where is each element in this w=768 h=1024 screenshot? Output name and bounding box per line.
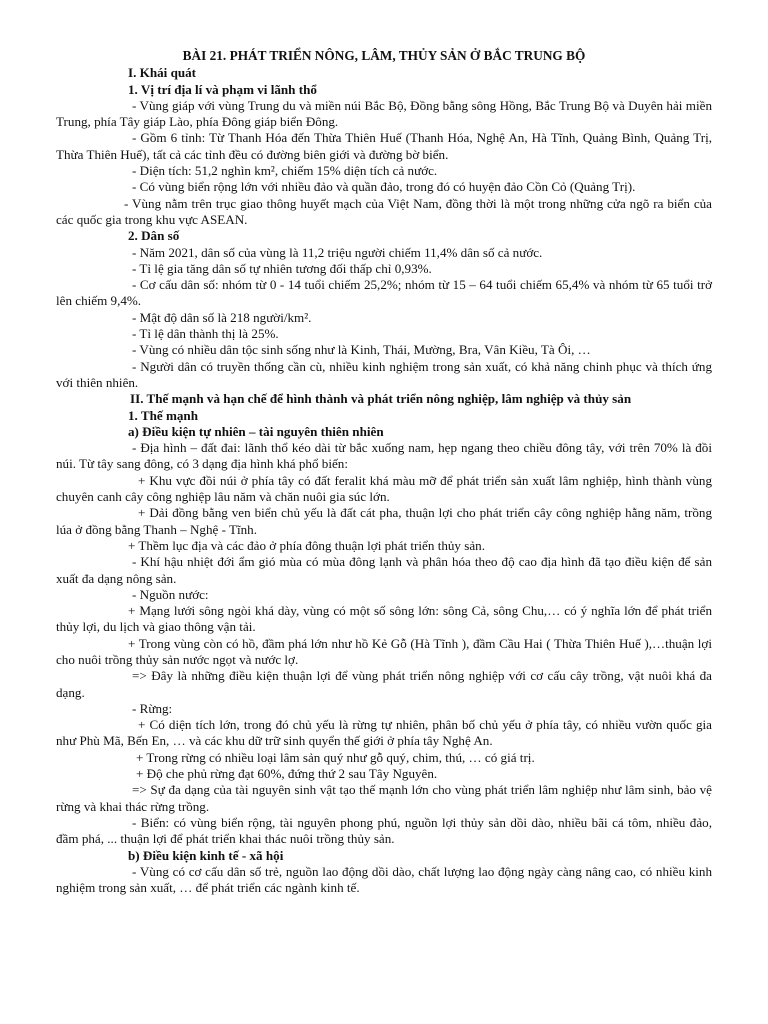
paragraph: + Thềm lục địa và các đảo ở phía đông thuận lợi phát triển thủy sản. bbox=[128, 537, 485, 553]
paragraph: - Biển: có vùng biển rộng, tài nguyên phong phú, nguồn lợi thủy sản dồi dào, nhiều bãi cá tôm, nhiều đảo, đầm phá, ... thuận lợi để phát triển khai thác nuôi trồng thủy sản. bbox=[56, 814, 712, 847]
paragraph: - Rừng: bbox=[132, 700, 173, 716]
paragraph: + Có diện tích lớn, trong đó chủ yếu là rừng tự nhiên, phân bố chủ yếu ở phía tây, có nhiều vườn quốc gia như Phù Mã, Bến En, … và các khu dữ trữ sinh quyển thế giới ở phía tây Nghệ An. bbox=[56, 717, 712, 749]
paragraph: - Khí hậu nhiệt đới ẩm gió mùa có mùa đông lạnh và phân hóa theo độ cao địa hình đã tạo điều kiện để sản xuất đa dạng nông sản. bbox=[56, 554, 712, 586]
paragraph: - Mật độ dân số là 218 người/km². bbox=[132, 309, 312, 325]
heading-the-manh-han-che: II. Thế mạnh và hạn chế để hình thành và phát triển nông nghiệp, lâm nghiệp và thủy sản bbox=[130, 391, 632, 407]
paragraph: - Có vùng biển rộng lớn với nhiều đảo và quần đảo, trong đó có huyện đảo Cồn Cỏ (Quảng Trị). bbox=[132, 179, 636, 195]
heading-dieu-kien-kinh-te-xa-hoi: b) Điều kiện kinh tế - xã hội bbox=[128, 847, 284, 863]
paragraph: - Vùng có nhiều dân tộc sinh sống như là Kinh, Thái, Mường, Bra, Vân Kiều, Tà Ôi, … bbox=[132, 342, 591, 358]
paragraph: + Độ che phủ rừng đạt 60%, đứng thứ 2 sau Tây Nguyên. bbox=[136, 766, 438, 782]
paragraph: + Khu vực đồi núi ở phía tây có đất feralit khá màu mỡ để phát triển sản xuất lâm nghiệp, hình thành vùng chuyên canh cây công nghiệp lâu năm và chăn nuôi gia súc lớn. bbox=[56, 472, 712, 505]
paragraph: - Vùng nằm trên trục giao thông huyết mạch của Việt Nam, đồng thời là một trong những cửa ngõ ra biển của các quốc gia trong khu vực ASEAN. bbox=[56, 195, 712, 227]
paragraph: - Nguồn nước: bbox=[132, 586, 209, 602]
heading-dieu-kien-tu-nhien: a) Điều kiện tự nhiên – tài nguyên thiên nhiên bbox=[128, 423, 384, 439]
paragraph: + Trong vùng còn có hồ, đầm phá lớn như hồ Kẻ Gỗ (Hà Tĩnh ), đầm Cầu Hai ( Thừa Thiên Huế ),…thuận lợi cho nuôi trồng thủy sản nước ngọt và nước lợ. bbox=[56, 635, 712, 667]
page-title: BÀI 21. PHÁT TRIỂN NÔNG, LÂM, THỦY SẢN Ở BẮC TRUNG BỘ bbox=[182, 48, 586, 63]
paragraph: + Dải đồng bằng ven biển chủ yếu là đất cát pha, thuận lợi cho phát triển cây công nghiệp hằng năm, trồng lúa ở đồng bằng Thanh – Nghệ - Tĩnh. bbox=[56, 505, 712, 537]
paragraph: => Sự đa dạng của tài nguyên sinh vật tạo thế mạnh lớn cho vùng phát triển lâm nghiệp như lâm sinh, bảo vệ rừng và khai thác rừng trồng. bbox=[56, 782, 712, 814]
paragraph: - Vùng có cơ cấu dân số trẻ, nguồn lao động dồi dào, chất lượng lao động ngày càng nâng cao, có nhiều kinh nghiệm trong sản xuất, … để phát triển các ngành kinh tế. bbox=[56, 863, 712, 896]
heading-the-manh: 1. Thế mạnh bbox=[128, 407, 198, 423]
paragraph: - Cơ cấu dân số: nhóm từ 0 - 14 tuổi chiếm 25,2%; nhóm từ 15 – 64 tuổi chiếm 65,4% và nhóm từ 65 tuổi trở lên chiếm 9,4%. bbox=[56, 277, 712, 309]
paragraph: - Tỉ lệ dân thành thị là 25%. bbox=[132, 326, 279, 342]
heading-vi-tri: 1. Vị trí địa lí và phạm vi lãnh thổ bbox=[128, 81, 317, 97]
paragraph: - Gồm 6 tỉnh: Từ Thanh Hóa đến Thừa Thiên Huế (Thanh Hóa, Nghệ An, Hà Tĩnh, Quảng Bình, Quảng Trị, Thừa Thiên Huế), tất cả các tỉnh đều có đường biên giới và đường bờ biển. bbox=[56, 130, 712, 162]
paragraph: => Đây là những điều kiện thuận lợi để vùng phát triển nông nghiệp với cơ cấu cây trồng, vật nuôi khá đa dạng. bbox=[56, 668, 712, 700]
paragraph: - Năm 2021, dân số của vùng là 11,2 triệu người chiếm 11,4% dân số cả nước. bbox=[132, 244, 543, 260]
paragraph: - Địa hình – đất đai: lãnh thổ kéo dài từ bắc xuống nam, hẹp ngang theo chiều đông tây, với trên 70% là đồi núi. Từ tây sang đông, có 3 dạng địa hình khá phổ biến: bbox=[56, 440, 712, 472]
paragraph: + Mạng lưới sông ngòi khá dày, vùng có một số sông lớn: sông Cả, sông Chu,… có ý nghĩa lớn để phát triển thủy lợi, du lịch và giao thông vận tải. bbox=[56, 603, 712, 635]
paragraph: - Vùng giáp với vùng Trung du và miền núi Bắc Bộ, Đồng bằng sông Hồng, Bắc Trung Bộ và Duyên hải miền Trung, phía Tây giáp Lào, phía Đông giáp biển Đông. bbox=[56, 97, 712, 130]
paragraph: + Trong rừng có nhiều loại lâm sản quý như gỗ quý, chim, thú, … có giá trị. bbox=[136, 749, 535, 765]
paragraph: - Diện tích: 51,2 nghìn km², chiếm 15% diện tích cả nước. bbox=[132, 163, 438, 179]
paragraph: - Tỉ lệ gia tăng dân số tự nhiên tương đối thấp chỉ 0,93%. bbox=[132, 260, 432, 276]
paragraph: - Người dân có truyền thống cần cù, nhiều kinh nghiệm trong sản xuất, có khả năng chinh phục và thích ứng với thiên nhiên. bbox=[56, 358, 712, 390]
heading-dan-so: 2. Dân số bbox=[128, 228, 180, 244]
heading-khai-quat: I. Khái quát bbox=[128, 65, 197, 81]
